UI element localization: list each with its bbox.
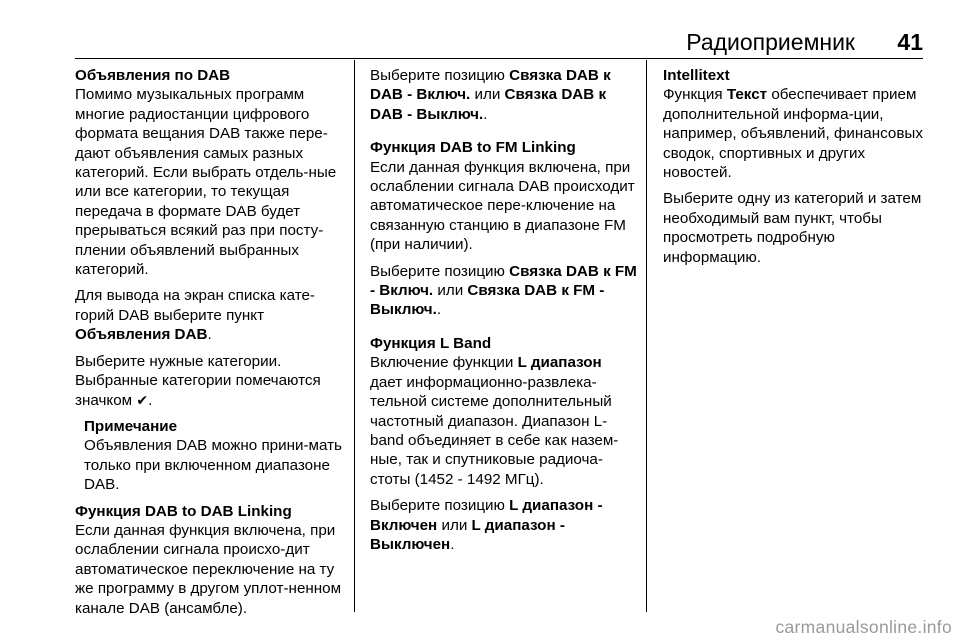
watermark: carmanualsonline.info [775,617,952,637]
menu-item-ref: L диапазон [517,354,602,372]
paragraph: Выберите нужные категории. Выбранные категории помечаются значком ✔. [75,352,321,409]
page-number: 41 [897,29,923,55]
menu-item-ref: Связка DAB к DAB - Включ. [370,67,611,104]
paragraph: Выберите позицию Связка DAB к DAB - Включ. или Связка DAB к DAB - Выключ.. [370,67,611,123]
menu-item-ref: Связка DAB к FM - Выключ. [370,282,605,319]
paragraph: Выберите позицию Связка DAB к FM - Включ. или Связка DAB к FM - Выключ.. [370,262,637,319]
menu-item-ref: Связка DAB к FM - Включ. [370,262,637,300]
column-3 [663,66,928,274]
paragraph: Выберите одну из категорий и затем необходимый вам пункт, чтобы просмотреть подробную информацию. [663,190,922,266]
note-title: Примечание [84,417,178,435]
column-divider [646,60,647,612]
note-box [75,417,345,495]
menu-item-ref: Объявления DAB [75,326,208,344]
paragraph: Помимо музыкальных программ многие радиостанции цифрового формата вещания DAB также пере-дают объявления самых разных категорий. Если выбрать отдель-ные или все категории, то текущая передача в формате DAB будет прерываться всякий раз при посту-плении объявлений выбранных категорий. [75,86,337,279]
column-divider [354,60,355,612]
heading-dab-to-dab: Функция DAB to DAB Linking [75,502,292,520]
paragraph: Функция Текст обеспечивает прием дополнительной информа-ции, например, объявлений, финансовых сводок, спортивных и других новостей. [663,86,923,182]
menu-item-ref: L диапазон - Выключен [370,516,565,553]
column-1 [75,66,345,625]
paragraph: Выберите позицию L диапазон - Включен или L диапазон - Выключен. [370,497,603,553]
menu-item-ref: Связка DAB к DAB - Выключ. [370,86,607,123]
heading-dab-announcements: Объявления по DAB [75,67,231,84]
paragraph: Если данная функция включена, при ослаблении сигнала происхо-дит автоматическое переключение на ту же программу в другом уплот-ненном канале DAB (ансамбле). [75,521,342,617]
heading-intellitext: Intellitext [663,67,730,84]
paragraph: Включение функции L диапазон дает информационно-развлека-тельной системе дополнительный частотный диапазон. Диапазон L-band объединяет в себе как назем-ные, так и спутниковые радиоча-стоты (1452 - 1492 МГц). [370,354,619,488]
paragraph: Если данная функция включена, при ослаблении сигнала DAB происходит автоматическое пере-ключение на связанную станцию в диапазоне FM (при наличии). [370,158,635,254]
heading-l-band: Функция L Band [370,334,492,352]
heading-dab-to-fm: Функция DAB to FM Linking [370,139,576,157]
note-text: Объявления DAB можно прини-мать только при включенном диапазоне DAB. [84,437,342,494]
menu-item-ref: Текст [726,86,768,104]
page-header [75,28,923,59]
paragraph: Для вывода на экран списка кате-горий DAB выберите пункт Объявления DAB. [75,287,315,344]
column-2 [370,66,638,561]
checkmark-icon: ✔ [136,391,149,408]
section-title: Радиоприемник [686,29,855,55]
menu-item-ref: L диапазон - Включен [370,497,603,534]
